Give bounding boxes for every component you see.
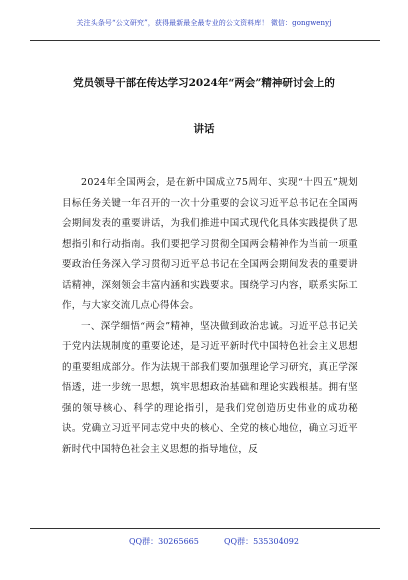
document-body — [62, 173, 358, 460]
header-banner: 关注头条号“公文研究”，获得最新最全最专业的公文资料库！ 微信：gongwenyj — [76, 19, 332, 27]
document-title: 党员领导干部在传达学习2024年“两会”精神研讨会上的 — [73, 77, 335, 89]
footer-divider — [30, 528, 380, 529]
document-title-continued: 讲话 — [193, 123, 215, 135]
footer-qq-group-2: QQ群：535304092 — [224, 537, 299, 546]
body-paragraph: 一、深学细悟“两会”精神，坚决做到政治忠诚。习近平总书记关于党内法规制度的重要论述，是习近平新时代中国特色社会主义思想的重要组成部分。作为法规干部我们要加强理论学习研究，真正学深悟透，进一步统一思想，筑牢思想政治基础和理论实践根基。拥有坚强的领导核心、科学的理论指引，是我们党创造历史伟业的成功秘诀。党确立习近平同志党中央的核心、全党的核心地位，确立习近平新时代中国特色社会主义思想的指导地位，反 — [62, 320, 358, 455]
header-divider — [30, 40, 380, 41]
footer — [0, 536, 408, 552]
footer-qq-group-1: QQ群：30265665 — [129, 537, 199, 546]
body-paragraph: 2024年全国两会，是在新中国成立75周年、实现“十四五”规划目标任务关键一年召开的一次十分重要的会议习近平总书记在全国两会期间发表的重要讲话，为我们推进中国式现代化具体实践提供了思想指引和行动指南。我们要把学习贯彻全国两会精神作为当前一项重要政治任务深入学习贯彻习近平总书记在全国两会期间发表的重要讲话精神，深刻领会丰富内涵和实践要求。围绕学习内容，联系实际工作，与大家交流几点心得体会。 — [62, 177, 358, 311]
